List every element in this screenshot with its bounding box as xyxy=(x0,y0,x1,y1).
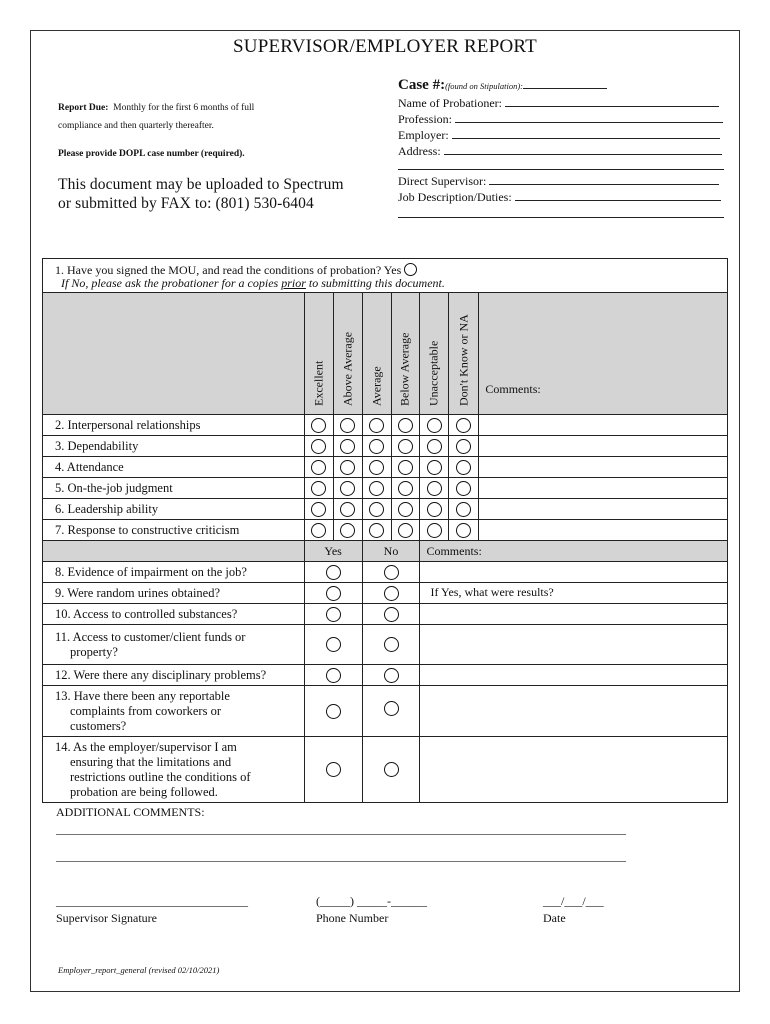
mou-note-a: If No, please ask the probationer for a copies xyxy=(61,276,279,290)
radio-above-average[interactable] xyxy=(340,418,355,433)
signature-line[interactable]: ________________________________ xyxy=(56,894,248,908)
employer-field[interactable] xyxy=(398,127,720,143)
mou-question: 1. Have you signed the MOU, and read the conditions of probation? Yes xyxy=(55,263,402,277)
job-description-field[interactable] xyxy=(398,189,721,205)
probationer-name-field[interactable] xyxy=(398,95,719,111)
additional-comments-label: ADDITIONAL COMMENTS: xyxy=(56,805,205,819)
yes-no-row xyxy=(43,665,728,686)
page-title: SUPERVISOR/EMPLOYER REPORT xyxy=(233,36,537,57)
radio-no[interactable] xyxy=(384,701,399,716)
dopl-note: Please provide DOPL case number (required). xyxy=(58,149,245,159)
yes-no-row xyxy=(43,737,728,803)
radio-excellent[interactable] xyxy=(311,481,326,496)
question-label xyxy=(43,737,305,803)
signature-label: Supervisor Signature xyxy=(56,911,157,925)
upload-instruction-2: or submitted by FAX to: (801) 530-6404 xyxy=(58,195,314,212)
mou-note-prior: prior xyxy=(281,276,306,290)
radio-unacceptable[interactable] xyxy=(427,502,442,517)
header-excellent: Excellent xyxy=(304,293,333,415)
rating-item-label: 2. Interpersonal relationships xyxy=(43,415,305,436)
radio-dont-know[interactable] xyxy=(456,523,471,538)
supervisor-label: Direct Supervisor: xyxy=(398,174,487,188)
question-label xyxy=(43,686,305,737)
rating-row xyxy=(43,478,728,499)
radio-yes[interactable] xyxy=(326,637,341,652)
radio-dont-know[interactable] xyxy=(456,418,471,433)
additional-comments-line-2[interactable]: _______________________________________________________________________________________________ xyxy=(56,849,626,863)
comment-cell[interactable]: If Yes, what were results? xyxy=(420,583,728,604)
evaluation-table xyxy=(42,258,728,803)
yes-no-header-row xyxy=(43,541,728,562)
radio-excellent[interactable] xyxy=(311,460,326,475)
radio-yes[interactable] xyxy=(326,668,341,683)
rating-row xyxy=(43,499,728,520)
radio-average[interactable] xyxy=(369,439,384,454)
question-label xyxy=(43,604,305,625)
question-text: 10. Access to controlled substances? xyxy=(55,606,238,621)
comment-cell[interactable] xyxy=(420,562,728,583)
question-text-cont: complaints from coworkers or xyxy=(70,703,222,718)
radio-below-average[interactable] xyxy=(398,418,413,433)
question-text: 8. Evidence of impairment on the job? xyxy=(55,564,247,579)
rating-row xyxy=(43,436,728,457)
question-label xyxy=(43,665,305,686)
radio-below-average[interactable] xyxy=(398,460,413,475)
job-label: Job Description/Duties: xyxy=(398,190,512,204)
yes-no-row xyxy=(43,562,728,583)
header-comments: Comments: xyxy=(479,293,728,415)
comment-cell[interactable] xyxy=(420,625,728,665)
report-due-line xyxy=(58,103,254,113)
rating-item-label: 7. Response to constructive criticism xyxy=(43,520,305,541)
rating-item-label: 5. On-the-job judgment xyxy=(43,478,305,499)
yes-no-row xyxy=(43,604,728,625)
phone-line[interactable]: (_____) _____-______ xyxy=(316,894,427,908)
radio-average[interactable] xyxy=(369,418,384,433)
radio-no[interactable] xyxy=(384,637,399,652)
question-text: 12. Were there any disciplinary problems? xyxy=(55,667,267,682)
question-text-cont: ensuring that the limitations and xyxy=(70,754,232,769)
radio-dont-know[interactable] xyxy=(456,460,471,475)
comment-cell[interactable] xyxy=(479,457,728,478)
radio-excellent[interactable] xyxy=(311,502,326,517)
radio-above-average[interactable] xyxy=(340,523,355,538)
case-number-field[interactable] xyxy=(398,76,607,94)
radio-unacceptable[interactable] xyxy=(427,418,442,433)
question-label xyxy=(43,625,305,665)
rating-item-label: 6. Leadership ability xyxy=(43,499,305,520)
radio-yes[interactable] xyxy=(326,586,341,601)
comment-cell[interactable] xyxy=(479,520,728,541)
radio-excellent[interactable] xyxy=(311,418,326,433)
question-text-cont: customers? xyxy=(70,718,127,733)
comment-cell[interactable] xyxy=(420,686,728,737)
header-above-average: Above Average xyxy=(333,293,362,415)
report-due-text-2: compliance and then quarterly thereafter. xyxy=(58,121,214,131)
profession-label: Profession: xyxy=(398,112,452,126)
question-text: 14. As the employer/supervisor I am xyxy=(55,739,237,754)
radio-yes[interactable] xyxy=(326,762,341,777)
address-field[interactable] xyxy=(398,143,722,159)
yes-no-row xyxy=(43,583,728,604)
profession-field[interactable] xyxy=(398,111,723,127)
footer-revision: Employer_report_general (revised 02/10/2021) xyxy=(58,965,220,975)
radio-average[interactable] xyxy=(369,502,384,517)
question-label xyxy=(43,583,305,604)
date-line[interactable]: ___/___/___ xyxy=(543,894,604,908)
additional-comments-line-1[interactable]: _______________________________________________________________________________________________ xyxy=(56,822,626,836)
mou-yes-radio[interactable] xyxy=(404,263,417,276)
radio-excellent[interactable] xyxy=(311,523,326,538)
radio-no[interactable] xyxy=(384,607,399,622)
rating-item-label: 4. Attendance xyxy=(43,457,305,478)
yes-no-row xyxy=(43,625,728,665)
comment-cell[interactable] xyxy=(420,604,728,625)
radio-no[interactable] xyxy=(384,586,399,601)
radio-dont-know[interactable] xyxy=(456,439,471,454)
radio-average[interactable] xyxy=(369,523,384,538)
comment-cell[interactable] xyxy=(420,665,728,686)
header-unacceptable: Unacceptable xyxy=(420,293,449,415)
date-label: Date xyxy=(543,911,566,925)
radio-excellent[interactable] xyxy=(311,439,326,454)
report-due-text: Monthly for the first 6 months of full xyxy=(113,103,255,113)
radio-unacceptable[interactable] xyxy=(427,523,442,538)
mou-note-b: to submitting this document. xyxy=(308,276,445,290)
employer-label: Employer: xyxy=(398,128,449,142)
job-description-line-2[interactable] xyxy=(398,217,724,218)
direct-supervisor-field[interactable] xyxy=(398,173,719,189)
mou-question-row xyxy=(43,259,728,293)
radio-no[interactable] xyxy=(384,668,399,683)
question-text: 11. Access to customer/client funds or xyxy=(55,629,246,644)
radio-above-average[interactable] xyxy=(340,460,355,475)
rating-header-row xyxy=(43,293,728,415)
case-label: Case #: xyxy=(398,77,446,93)
comment-cell[interactable] xyxy=(479,478,728,499)
comment-cell[interactable] xyxy=(479,499,728,520)
radio-yes[interactable] xyxy=(326,704,341,719)
radio-unacceptable[interactable] xyxy=(427,481,442,496)
probationer-label: Name of Probationer: xyxy=(398,96,502,110)
question-label xyxy=(43,562,305,583)
radio-above-average[interactable] xyxy=(340,502,355,517)
phone-label: Phone Number xyxy=(316,911,389,925)
radio-average[interactable] xyxy=(369,460,384,475)
address-label: Address: xyxy=(398,144,441,158)
radio-below-average[interactable] xyxy=(398,523,413,538)
radio-unacceptable[interactable] xyxy=(427,439,442,454)
radio-average[interactable] xyxy=(369,481,384,496)
rating-rows xyxy=(43,415,728,541)
yes-no-rows xyxy=(43,562,728,803)
rating-item-label: 3. Dependability xyxy=(43,436,305,457)
case-hint: (found on Stipulation): xyxy=(445,81,523,91)
radio-dont-know[interactable] xyxy=(456,502,471,517)
radio-above-average[interactable] xyxy=(340,481,355,496)
yes-no-row xyxy=(43,686,728,737)
upload-instruction-1: This document may be uploaded to Spectrum xyxy=(58,176,344,193)
radio-below-average[interactable] xyxy=(398,502,413,517)
header-yes: Yes xyxy=(304,541,362,562)
header-average: Average xyxy=(362,293,391,415)
question-text: 9. Were random urines obtained? xyxy=(55,585,221,600)
question-text: 13. Have there been any reportable xyxy=(55,688,230,703)
comment-cell[interactable] xyxy=(479,415,728,436)
report-due-label: Report Due: xyxy=(58,103,109,113)
radio-yes[interactable] xyxy=(326,565,341,580)
comment-cell[interactable] xyxy=(420,737,728,803)
header-no: No xyxy=(362,541,420,562)
radio-below-average[interactable] xyxy=(398,481,413,496)
address-line-2[interactable] xyxy=(398,169,724,170)
rating-row xyxy=(43,520,728,541)
header-below-average: Below Average xyxy=(391,293,420,415)
radio-yes[interactable] xyxy=(326,607,341,622)
radio-below-average[interactable] xyxy=(398,439,413,454)
radio-no[interactable] xyxy=(384,762,399,777)
header-dont-know: Don't Know or NA xyxy=(449,293,479,415)
radio-above-average[interactable] xyxy=(340,439,355,454)
rating-row xyxy=(43,415,728,436)
comment-cell[interactable] xyxy=(479,436,728,457)
radio-no[interactable] xyxy=(384,565,399,580)
radio-unacceptable[interactable] xyxy=(427,460,442,475)
radio-dont-know[interactable] xyxy=(456,481,471,496)
question-text-cont: property? xyxy=(70,644,118,659)
question-text-cont: probation are being followed. xyxy=(70,784,218,799)
question-text-cont: restrictions outline the conditions of xyxy=(70,769,251,784)
header-yn-comments: Comments: xyxy=(420,541,728,562)
rating-row xyxy=(43,457,728,478)
